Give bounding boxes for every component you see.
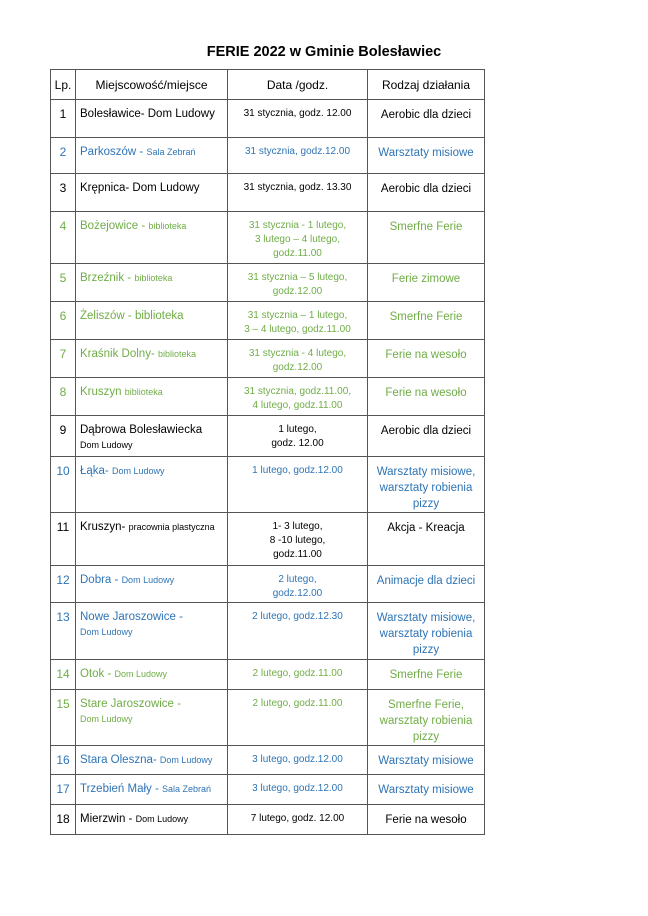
place-cell xyxy=(76,416,228,457)
activity-cell xyxy=(368,746,485,775)
header-activity: Rodzaj działania xyxy=(368,70,485,100)
place-name: Łąka- xyxy=(80,465,109,477)
activity-line: Ferie zimowe xyxy=(391,273,461,285)
date-line: 3 lutego, godz.12.00 xyxy=(252,754,343,765)
date-line: 1 lutego, godz.12.00 xyxy=(252,465,343,476)
place-detail: Sala Zebrań xyxy=(146,147,196,157)
row-number: 17 xyxy=(51,775,76,805)
table-row xyxy=(51,660,485,690)
activity-line: Warsztaty misiowe xyxy=(378,147,474,159)
place-name: Stare Jaroszowice - xyxy=(80,698,181,710)
place-cell xyxy=(76,805,228,835)
place-detail: biblioteka xyxy=(124,387,163,397)
activity-cell xyxy=(368,138,485,174)
row-number: 1 xyxy=(51,100,76,138)
activity-line: pizzy xyxy=(412,644,440,656)
place-name: Kruszyn- xyxy=(80,521,126,533)
activity-cell xyxy=(368,378,485,416)
row-number: 4 xyxy=(51,212,76,264)
document-title: FERIE 2022 w Gminie Bolesławiec xyxy=(206,44,442,60)
place-cell xyxy=(76,378,228,416)
row-number: 2 xyxy=(51,138,76,174)
place-detail: Dom Ludowy xyxy=(135,814,189,824)
place-cell xyxy=(76,212,228,264)
activity-line: Akcja - Kreacja xyxy=(387,522,465,534)
row-number: 10 xyxy=(51,457,76,513)
date-line: godz.12.00 xyxy=(272,362,323,373)
table-row xyxy=(51,100,485,138)
table-row xyxy=(51,513,485,566)
header-date: Data /godz. xyxy=(228,70,368,100)
date-line: 31 stycznia – 1 lutego, xyxy=(247,310,348,321)
place-name: Bożejowice - xyxy=(80,220,146,232)
activity-line: warsztaty robienia xyxy=(379,482,473,494)
date-line: 3 lutego, godz.12.00 xyxy=(252,783,343,794)
activity-line: Ferie na wesoło xyxy=(385,349,467,361)
date-line: 8 -10 lutego, xyxy=(269,535,326,546)
activity-cell xyxy=(368,457,485,513)
activity-line: Warsztaty misiowe xyxy=(378,784,474,796)
activity-cell xyxy=(368,603,485,660)
activity-line: Smerfne Ferie xyxy=(389,311,463,323)
place-name: Brzeźnik - xyxy=(80,272,132,284)
place-cell xyxy=(76,138,228,174)
date-line: godz.12.00 xyxy=(272,588,323,599)
date-line: 2 lutego, godz.11.00 xyxy=(252,698,343,709)
activity-cell xyxy=(368,513,485,566)
row-number: 3 xyxy=(51,174,76,212)
place-cell xyxy=(76,746,228,775)
place-detail: Dom Ludowy xyxy=(80,440,133,450)
date-cell xyxy=(228,416,368,457)
place-cell xyxy=(76,660,228,690)
activity-cell xyxy=(368,212,485,264)
activity-line: Aerobic dla dzieci xyxy=(380,425,472,437)
date-cell xyxy=(228,138,368,174)
row-number: 12 xyxy=(51,566,76,603)
place-cell xyxy=(76,690,228,746)
activity-line: Smerfne Ferie xyxy=(389,221,463,233)
place-name: Nowe Jaroszowice - xyxy=(80,611,183,623)
date-cell xyxy=(228,660,368,690)
date-cell xyxy=(228,378,368,416)
activity-cell xyxy=(368,340,485,378)
activity-line: Animacje dla dzieci xyxy=(376,575,476,587)
table-row xyxy=(51,690,485,746)
place-detail: Dom Ludowy xyxy=(111,466,165,476)
table-row xyxy=(51,775,485,805)
table-row xyxy=(51,457,485,513)
row-number: 14 xyxy=(51,660,76,690)
place-cell xyxy=(76,775,228,805)
activity-cell xyxy=(368,100,485,138)
date-cell xyxy=(228,264,368,302)
activity-line: Warsztaty misiowe, xyxy=(376,466,476,478)
row-number: 5 xyxy=(51,264,76,302)
activity-line: Warsztaty misiowe xyxy=(378,755,474,767)
activity-cell xyxy=(368,805,485,835)
date-cell xyxy=(228,174,368,212)
table-row xyxy=(51,302,485,340)
activity-cell xyxy=(368,566,485,603)
row-number: 15 xyxy=(51,690,76,746)
place-detail: Dom Ludowy xyxy=(121,575,175,585)
table-row xyxy=(51,746,485,775)
activity-cell xyxy=(368,174,485,212)
table-row xyxy=(51,264,485,302)
row-number: 13 xyxy=(51,603,76,660)
table-row xyxy=(51,340,485,378)
place-name: Otok - xyxy=(80,668,112,680)
header-place: Miejscowość/miejsce xyxy=(76,70,228,100)
place-cell xyxy=(76,603,228,660)
table-row xyxy=(51,174,485,212)
place-name: Mierzwin - xyxy=(80,813,133,825)
table-row xyxy=(51,416,485,457)
activity-cell xyxy=(368,302,485,340)
place-detail: biblioteka xyxy=(157,349,197,359)
activity-cell xyxy=(368,264,485,302)
date-line: 2 lutego, godz.12.30 xyxy=(252,611,343,622)
place-detail: Dom Ludowy xyxy=(159,755,213,765)
row-number: 16 xyxy=(51,746,76,775)
place-detail: Dom Ludowy xyxy=(114,669,168,679)
activity-line: Smerfne Ferie, xyxy=(387,699,465,711)
place-cell xyxy=(76,340,228,378)
row-number: 18 xyxy=(51,805,76,835)
row-number: 11 xyxy=(51,513,76,566)
activity-line: Aerobic dla dzieci xyxy=(380,183,472,195)
activity-line: pizzy xyxy=(412,731,440,743)
place-cell xyxy=(76,174,228,212)
date-line: 31 stycznia, godz.11.00, xyxy=(243,386,352,397)
place-name: Dobra - xyxy=(80,574,119,586)
table-row xyxy=(51,805,485,835)
date-line: 7 lutego, godz. 12.00 xyxy=(250,813,345,824)
activity-line: Aerobic dla dzieci xyxy=(380,109,472,121)
table-body xyxy=(51,100,485,835)
date-line: 3 – 4 lutego, godz.11.00 xyxy=(244,324,351,335)
activity-line: Smerfne Ferie xyxy=(389,669,463,681)
date-line: 31 stycznia – 5 lutego, xyxy=(247,272,348,283)
place-cell xyxy=(76,100,228,138)
header-lp: Lp. xyxy=(51,70,76,100)
place-cell xyxy=(76,264,228,302)
activity-line: warsztaty robienia xyxy=(379,715,473,727)
row-number: 9 xyxy=(51,416,76,457)
date-line: 31 stycznia - 4 lutego, xyxy=(248,348,347,359)
place-name: Żeliszów - biblioteka xyxy=(80,310,184,322)
date-line: 1 lutego, xyxy=(278,424,317,435)
place-detail: Sala Zebrań xyxy=(162,784,212,794)
date-cell xyxy=(228,746,368,775)
activity-line: warsztaty robienia xyxy=(379,628,473,640)
date-line: 31 stycznia, godz. 12.00 xyxy=(243,108,352,119)
place-cell xyxy=(76,566,228,603)
place-name: Kruszyn xyxy=(80,386,122,398)
date-cell xyxy=(228,690,368,746)
table-row xyxy=(51,566,485,603)
place-cell xyxy=(76,513,228,566)
activity-line: Warsztaty misiowe, xyxy=(376,612,476,624)
date-cell xyxy=(228,566,368,603)
date-cell xyxy=(228,302,368,340)
date-cell xyxy=(228,457,368,513)
date-line: godz. 12.00 xyxy=(271,438,324,449)
date-cell xyxy=(228,603,368,660)
activity-line: pizzy xyxy=(412,498,440,510)
date-line: 3 lutego – 4 lutego, xyxy=(254,234,341,245)
activity-line: Ferie na wesoło xyxy=(385,814,467,826)
date-line: godz.11.00 xyxy=(273,248,322,259)
activity-line: Ferie na wesoło xyxy=(385,387,467,399)
place-detail: pracownia plastyczna xyxy=(128,522,215,532)
date-line: 2 lutego, godz.11.00 xyxy=(252,668,343,679)
table-row xyxy=(51,212,485,264)
date-line: 31 stycznia - 1 lutego, xyxy=(248,220,347,231)
row-number: 8 xyxy=(51,378,76,416)
activity-cell xyxy=(368,660,485,690)
activity-cell xyxy=(368,416,485,457)
date-line: godz.11.00 xyxy=(273,549,322,560)
place-detail: biblioteka xyxy=(148,221,187,231)
place-detail: Dom Ludowy xyxy=(80,714,133,724)
date-cell xyxy=(228,100,368,138)
table-row xyxy=(51,378,485,416)
date-line: 31 stycznia, godz.12.00 xyxy=(244,146,351,157)
date-cell xyxy=(228,513,368,566)
date-cell xyxy=(228,805,368,835)
table-header-row xyxy=(51,70,485,100)
place-name: Bolesławice- Dom Ludowy xyxy=(80,108,215,120)
place-name: Dąbrowa Bolesławiecka xyxy=(80,424,203,436)
date-cell xyxy=(228,775,368,805)
table-row xyxy=(51,138,485,174)
row-number: 6 xyxy=(51,302,76,340)
schedule-table xyxy=(50,69,485,835)
date-line: 31 stycznia, godz. 13.30 xyxy=(243,182,352,193)
place-name: Trzebień Mały - xyxy=(80,783,159,795)
date-line: 2 lutego, xyxy=(278,574,317,585)
row-number: 7 xyxy=(51,340,76,378)
table-row xyxy=(51,603,485,660)
place-name: Parkoszów - xyxy=(80,146,144,158)
date-line: godz.12.00 xyxy=(272,286,323,297)
place-name: Kraśnik Dolny- xyxy=(80,348,155,360)
activity-cell xyxy=(368,775,485,805)
activity-cell xyxy=(368,690,485,746)
place-detail: biblioteka xyxy=(134,273,173,283)
place-name: Stara Oleszna- xyxy=(80,754,157,766)
place-cell xyxy=(76,302,228,340)
place-detail: Dom Ludowy xyxy=(80,627,133,637)
date-line: 1- 3 lutego, xyxy=(272,521,323,532)
date-cell xyxy=(228,340,368,378)
date-line: 4 lutego, godz.11.00 xyxy=(252,400,343,411)
place-cell xyxy=(76,457,228,513)
place-name: Krępnica- Dom Ludowy xyxy=(80,182,200,194)
date-cell xyxy=(228,212,368,264)
